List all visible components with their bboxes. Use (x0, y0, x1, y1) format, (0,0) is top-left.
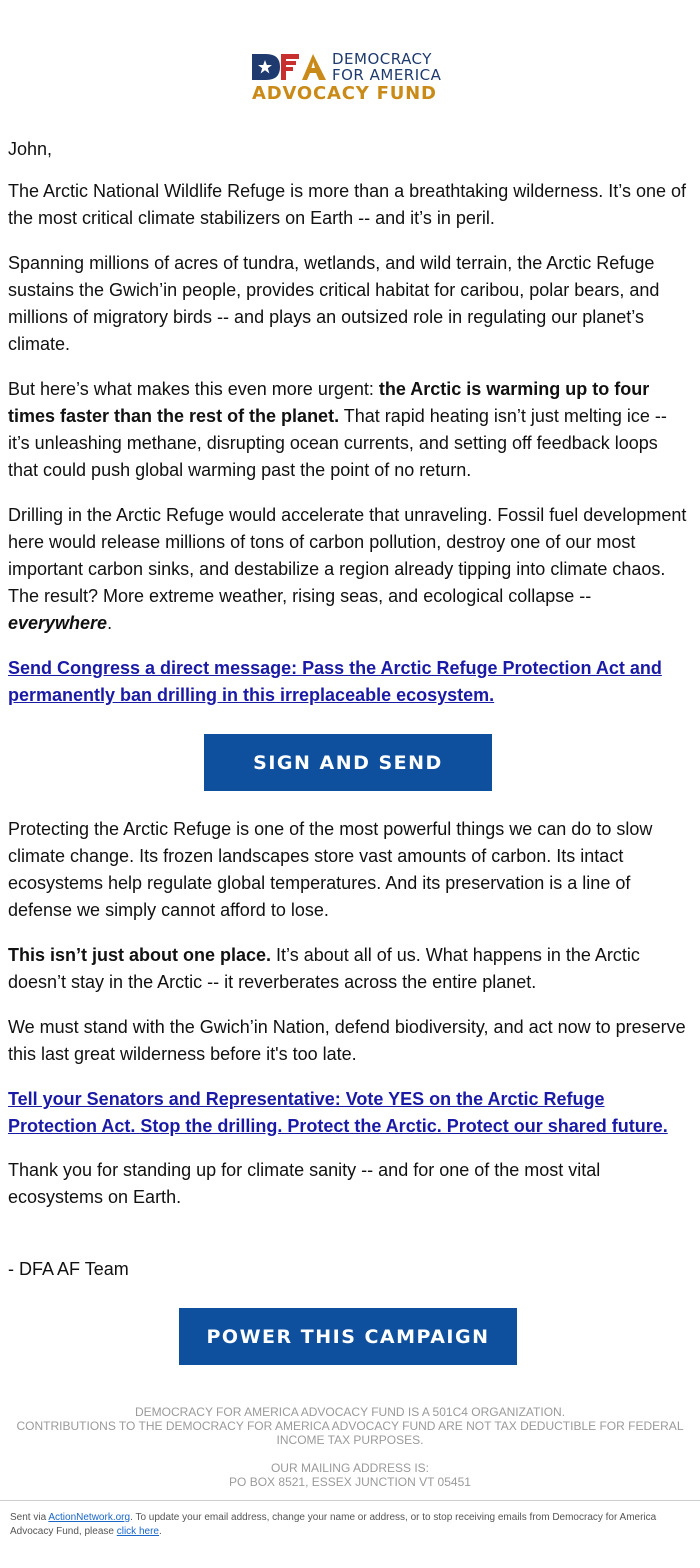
sign-and-send-button[interactable]: SIGN AND SEND (204, 734, 492, 791)
dfa-logo (250, 50, 450, 104)
paragraph-1: The Arctic National Wildlife Refuge is more than a breathtaking wilderness. It’s one of the most critical climate stabilizers on Earth -- and it’s in peril. (8, 181, 687, 228)
tell-senators-link[interactable]: Tell your Senators and Representative: Vote YES on the Arctic Refuge Protection Act. Stop the drilling. Protect the Arctic. Protect our shared future. (8, 1089, 668, 1136)
footer-address: PO BOX 8521, ESSEX JUNCTION VT 05451 (229, 1475, 471, 1489)
paragraph-7: We must stand with the Gwich’in Nation, defend biodiversity, and act now to preserve this last great wilderness before it's too late. (8, 1017, 686, 1064)
logo-text-for-america: FOR AMERICA (332, 66, 442, 84)
paragraph-8: Thank you for standing up for climate sanity -- and for one of the most vital ecosystems on Earth. (8, 1160, 601, 1207)
power-this-campaign-button[interactable]: POWER THIS CAMPAIGN (179, 1308, 517, 1365)
paragraph-3: But here’s what makes this even more urgent: the Arctic is warming up to four times faster than the rest of the planet. That rapid heating isn’t just melting ice -- it’s unleashing methane, disrupting ocean currents, and setting off feedback loops that could push global warming past the point of no return. (8, 379, 667, 480)
paragraph-2: Spanning millions of acres of tundra, wetlands, and wild terrain, the Arctic Refuge sustains the Gwich’in people, provides critical habitat for caribou, polar bears, and millions of migratory birds -- and plays an outsized role in regulating our planet’s climate. (8, 253, 660, 354)
paragraph-5: Protecting the Arctic Refuge is one of the most powerful things we can do to slow climate change. Its frozen landscapes store vast amounts of carbon. Its intact ecosystems help regulate global temperatures. And its preservation is a line of defense we simply cannot afford to lose. (8, 819, 653, 920)
footer-legal-2: CONTRIBUTIONS TO THE DEMOCRACY FOR AMERICA ADVOCACY FUND ARE NOT TAX DEDUCTIBLE FOR FEDERAL INCOME TAX PURPOSES. (16, 1419, 684, 1447)
logo-text-democracy: DEMOCRACY (332, 50, 432, 68)
footer-address-label: OUR MAILING ADDRESS IS: (270, 1461, 430, 1475)
paragraph-6: This isn’t just about one place. It’s about all of us. What happens in the Arctic doesn’t stay in the Arctic -- it reverberates across the entire planet. (8, 945, 640, 992)
footer-divider (0, 1500, 700, 1501)
logo-text-advocacy-fund: ADVOCACY FUND (252, 83, 437, 104)
footer-legal-1: DEMOCRACY FOR AMERICA ADVOCACY FUND IS A 501C4 ORGANIZATION. (134, 1405, 566, 1419)
greeting: John, (8, 139, 53, 159)
action-network-link[interactable]: ActionNetwork.org (48, 1512, 131, 1523)
cta-link-send-congress[interactable] (8, 655, 692, 709)
sent-via-notice: Sent via ActionNetwork.org. To update your email address, change your name or address, or to stop receiving emails from Democracy for America Advocacy Fund, please click here. (10, 1512, 657, 1537)
signature: - DFA AF Team (8, 1259, 129, 1279)
unsubscribe-click-here-link[interactable]: click here (116, 1526, 159, 1537)
paragraph-4: Drilling in the Arctic Refuge would accelerate that unraveling. Fossil fuel development here would release millions of tons of carbon pollution, destroy one of our most important carbon sinks, and destabilize a region already tipping into climate chaos. The result? More extreme weather, rising seas, and ecological collapse -- everywhere. (8, 505, 687, 633)
cta-link-tell-senators[interactable] (8, 1086, 692, 1140)
send-congress-link[interactable]: Send Congress a direct message: Pass the Arctic Refuge Protection Act and permanently ban drilling in this irreplaceable ecosystem. (8, 658, 662, 705)
dfa-logo-mark-icon (250, 52, 328, 82)
